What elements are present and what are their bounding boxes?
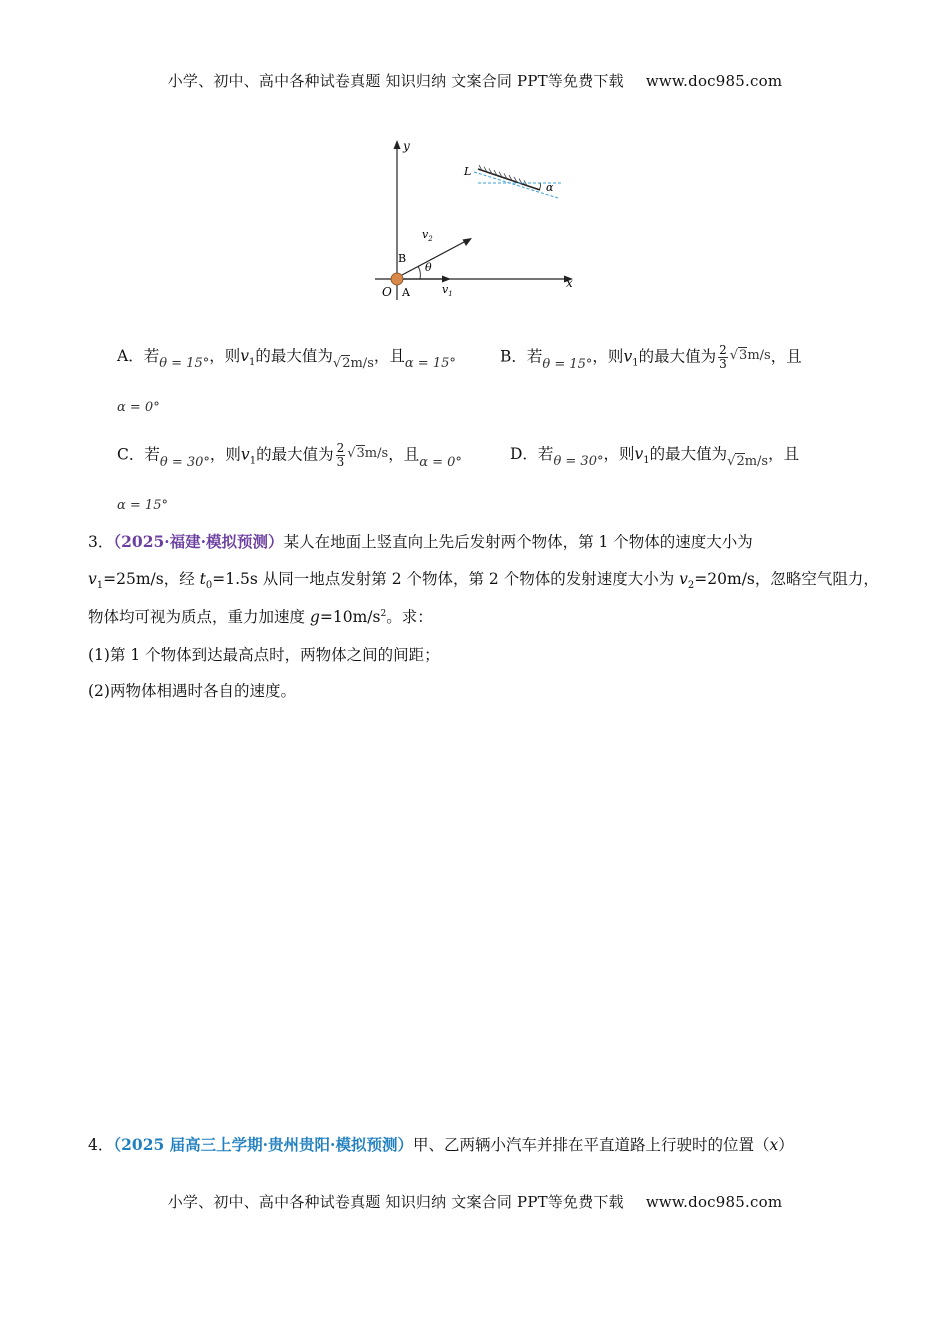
x-axis-label: x <box>566 276 573 290</box>
wall-label: L <box>464 165 472 178</box>
point-a-label: A <box>402 286 410 299</box>
option-c[interactable]: C．若$_{\theta = 30^\circ}$，则$v_1$的最大值为 $\frac{2}{3}$ √3m/s，且$_{\alpha = 0^\circ}$ <box>117 441 462 470</box>
y-axis-label: y <box>403 139 410 153</box>
question-3-number: 3． <box>88 533 114 551</box>
question-3-line-3: 物体均可视为质点，重力加速度 $g=10m/s^2$。求： <box>88 608 433 626</box>
question-4-line-1: 4．（2025 届高三上学期·贵州贵阳·模拟预测）甲、乙两辆小汽车并排在平直道路上行驶时的位置（x） <box>88 1135 794 1154</box>
option-d[interactable]: D．若$_{\theta = 30^\circ}$，则$v_1$的最大值为$_{√2m/s}$，且 <box>510 445 800 469</box>
footer-text: 小学、初中、高中各种试卷真题 知识归纳 文案合同 PPT等免费下载 <box>167 1193 624 1211</box>
v1-label: $v_1$ <box>442 283 453 298</box>
question-4-number: 4． <box>88 1136 114 1154</box>
option-a[interactable]: A．若$_{\theta = 15^\circ}$，则$v_1$的最大值为$_{√2m/s}$，且$_{\alpha = 15^\circ}$ <box>117 347 456 371</box>
question-3-part-1: (1)第 1 个物体到达最高点时，两物体之间的间距； <box>88 646 440 664</box>
page-header <box>0 70 950 91</box>
v2-label: $v_2$ <box>422 228 433 243</box>
physics-diagram <box>370 135 585 310</box>
option-a-alpha: α = 15° <box>404 356 456 371</box>
header-text: 小学、初中、高中各种试卷真题 知识归纳 文案合同 PPT等免费下载 <box>167 72 624 90</box>
footer-url[interactable]: www.doc985.com <box>645 1193 783 1211</box>
theta-label: θ <box>425 261 432 274</box>
alpha-label: α <box>546 181 554 194</box>
question-3-line-1: 3．（2025·福建·模拟预测）某人在地面上竖直向上先后发射两个物体，第 1 个物体的速度大小为 <box>88 532 753 551</box>
option-a-theta: θ = 15° <box>159 356 210 371</box>
option-d-alpha-line: α = 15° <box>117 498 168 513</box>
question-3-line-2: $v_1=25m/s$，经 $t_0=1.5s$ 从同一地点发射第 2 个物体，第 2 个物体的发射速度大小为 $v_2=20m/s$，忽略空气阻力， <box>88 570 879 592</box>
origin-label: O <box>382 285 392 299</box>
option-b-alpha-line: α = 0° <box>117 400 160 415</box>
point-b-label: B <box>398 252 407 265</box>
ball <box>391 273 403 285</box>
page-footer <box>0 1191 950 1212</box>
question-3-source[interactable]: （2025·福建·模拟预测） <box>113 532 284 551</box>
question-3-part-2: (2)两物体相遇时各自的速度。 <box>88 682 296 700</box>
header-url[interactable]: www.doc985.com <box>645 72 783 90</box>
option-b[interactable]: B．若$_{\theta = 15^\circ}$，则$v_1$的最大值为 $\frac{2}{3}$ √3m/s，且 <box>500 343 802 372</box>
question-4-source[interactable]: （2025 届高三上学期·贵州贵阳·模拟预测） <box>113 1135 413 1154</box>
